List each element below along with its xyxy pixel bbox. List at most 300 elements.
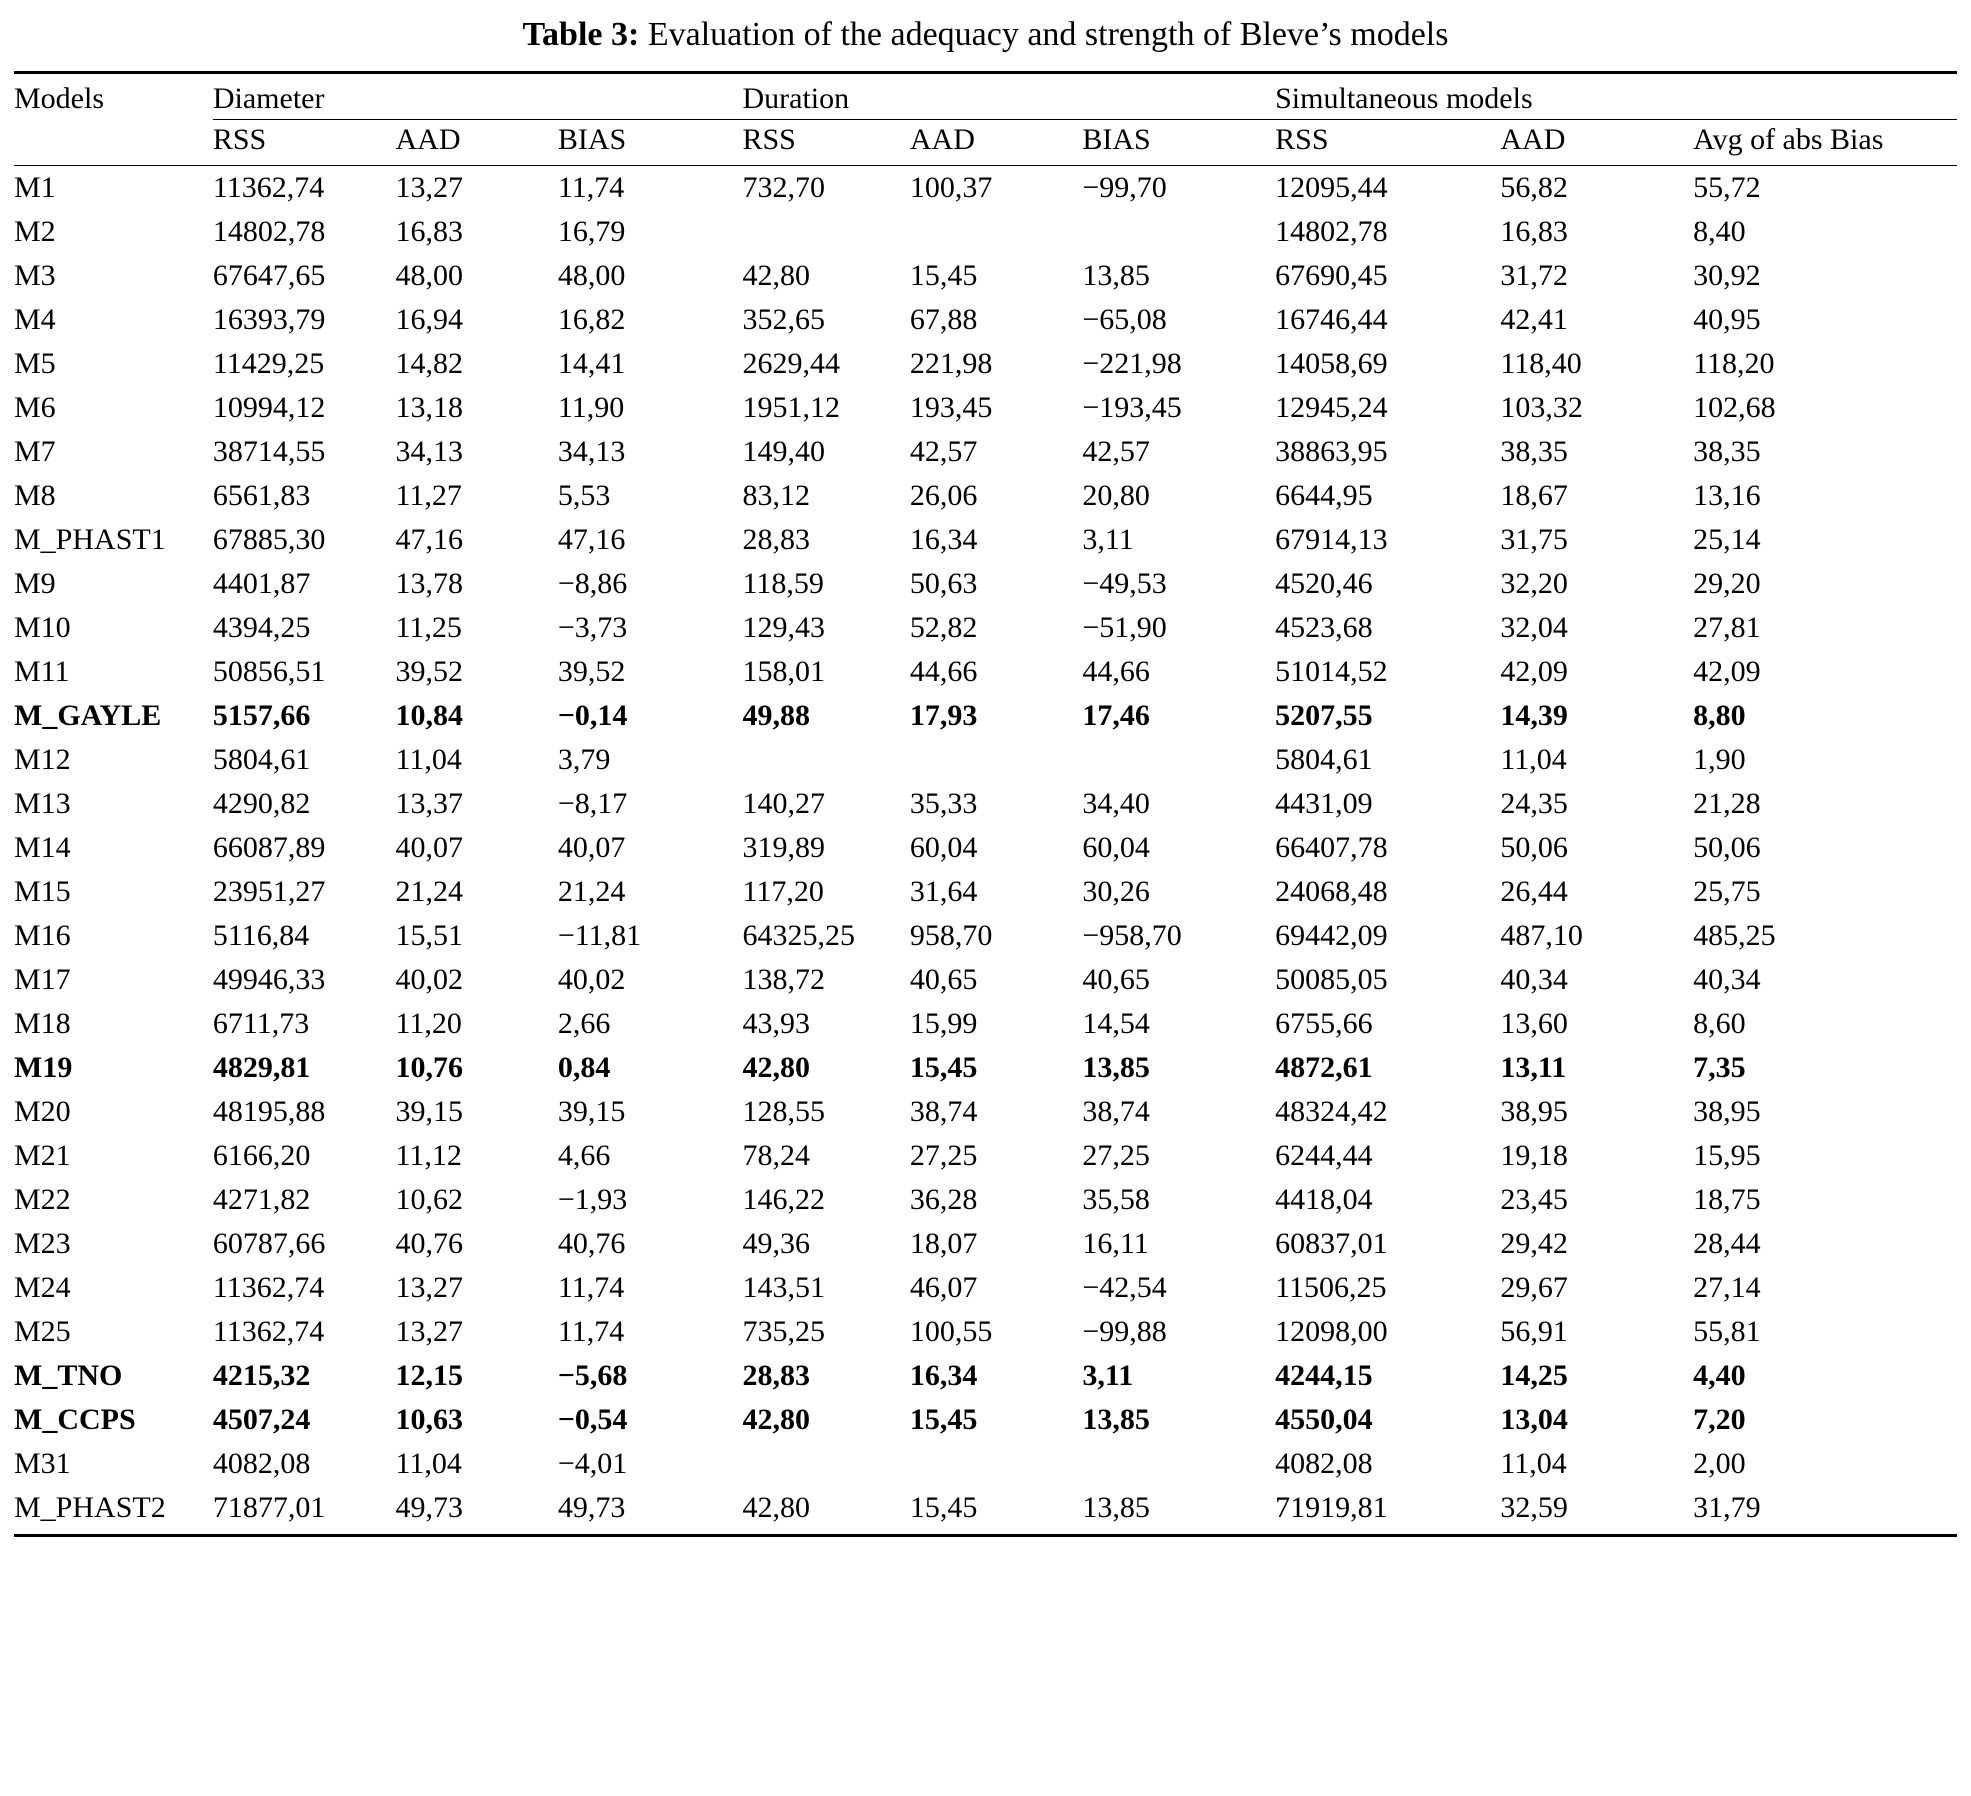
cell-sim-avgbias: 2,00 [1693, 1446, 1746, 1480]
cell-diameter-aad: 13,27 [395, 1270, 463, 1304]
cell-diameter-rss: 38714,55 [212, 434, 326, 468]
cell-sim-avgbias: 42,09 [1693, 654, 1761, 688]
cell-diameter-aad: 13,78 [395, 566, 463, 600]
row-model-label: M1 [14, 170, 56, 204]
cell-sim-avgbias: 7,35 [1693, 1050, 1746, 1084]
cell-diameter-aad: 48,00 [395, 258, 463, 292]
cell-sim-avgbias: 7,20 [1693, 1402, 1746, 1436]
cell-diameter-aad: 34,13 [395, 434, 463, 468]
cell-sim-avgbias: 118,20 [1693, 346, 1775, 380]
cell-diameter-rss: 66087,89 [212, 830, 326, 864]
cell-sim-rss: 14802,78 [1275, 214, 1388, 248]
cell-duration-bias: 13,85 [1082, 258, 1150, 292]
cell-duration-aad: 40,65 [909, 962, 978, 996]
cell-duration-aad: 52,82 [909, 610, 978, 644]
cell-duration-rss: 43,93 [742, 1006, 810, 1040]
cell-diameter-bias: 48,00 [557, 258, 626, 292]
table-row [14, 606, 1957, 650]
cell-duration-aad: 15,45 [909, 1050, 978, 1084]
table-row [14, 914, 1957, 958]
cell-duration-rss: 735,25 [742, 1314, 825, 1348]
table-row [14, 694, 1957, 738]
cell-sim-aad: 38,35 [1500, 434, 1568, 468]
evaluation-table [14, 71, 1957, 1537]
cell-sim-aad: 24,35 [1500, 786, 1568, 820]
cell-sim-rss: 67690,45 [1275, 258, 1388, 292]
cell-duration-bias: 14,54 [1082, 1006, 1150, 1040]
cell-duration-bias [1082, 1442, 1275, 1486]
cell-sim-avgbias: 8,60 [1693, 1006, 1746, 1040]
cell-sim-rss: 4872,61 [1275, 1050, 1373, 1084]
cell-diameter-rss: 4394,25 [212, 610, 311, 644]
cell-diameter-aad: 13,18 [395, 390, 463, 424]
table-row [14, 1354, 1957, 1398]
cell-sim-avgbias: 4,40 [1693, 1358, 1746, 1392]
cell-duration-aad: 44,66 [909, 654, 978, 688]
row-model-label: M22 [14, 1182, 71, 1216]
table-row [14, 1046, 1957, 1090]
row-model-label: M6 [14, 390, 56, 424]
cell-duration-rss: 146,22 [742, 1182, 825, 1216]
cell-duration-rss [742, 738, 909, 782]
cell-duration-rss: 138,72 [742, 962, 825, 996]
table-caption [14, 14, 1957, 57]
cell-diameter-aad: 40,02 [395, 962, 463, 996]
row-model-label: M14 [14, 830, 71, 864]
cell-diameter-rss: 71877,01 [212, 1490, 326, 1524]
cell-duration-rss: 42,80 [742, 1050, 810, 1084]
cell-duration-aad: 50,63 [909, 566, 978, 600]
column-header-sim-avgbias: Avg of abs Bias [1693, 122, 1884, 156]
cell-sim-rss: 50085,05 [1275, 962, 1388, 996]
cell-diameter-aad: 15,51 [395, 918, 463, 952]
cell-sim-rss: 4523,68 [1275, 610, 1373, 644]
table-row [14, 782, 1957, 826]
table-row [14, 1398, 1957, 1442]
column-header-sim-aad: AAD [1500, 122, 1566, 156]
cell-sim-avgbias: 55,81 [1693, 1314, 1761, 1348]
cell-duration-aad: 27,25 [909, 1138, 978, 1172]
cell-diameter-aad: 16,83 [395, 214, 463, 248]
table-row [14, 210, 1957, 254]
table-row [14, 958, 1957, 1002]
cell-duration-aad: 38,74 [909, 1094, 978, 1128]
cell-diameter-aad: 13,37 [395, 786, 463, 820]
cell-sim-avgbias: 28,44 [1693, 1226, 1761, 1260]
cell-duration-aad: 31,64 [909, 874, 978, 908]
cell-sim-aad: 13,04 [1500, 1402, 1568, 1436]
cell-sim-aad: 13,11 [1500, 1050, 1567, 1084]
cell-sim-aad: 118,40 [1500, 346, 1582, 380]
cell-duration-bias: −958,70 [1082, 918, 1182, 952]
cell-duration-rss: 158,01 [742, 654, 825, 688]
cell-duration-rss: 2629,44 [742, 346, 840, 380]
table-row [14, 826, 1957, 870]
row-model-label: M25 [14, 1314, 71, 1348]
cell-diameter-aad: 11,04 [395, 1446, 462, 1480]
cell-diameter-bias: −8,17 [557, 786, 628, 820]
row-model-label: M21 [14, 1138, 71, 1172]
column-header-duration-bias: BIAS [1082, 122, 1151, 156]
cell-diameter-aad: 13,27 [395, 1314, 463, 1348]
cell-diameter-aad: 11,04 [395, 742, 462, 776]
cell-sim-aad: 29,67 [1500, 1270, 1568, 1304]
cell-duration-aad: 100,37 [909, 170, 993, 204]
models-header: Models [14, 81, 104, 115]
cell-sim-aad: 29,42 [1500, 1226, 1568, 1260]
cell-sim-rss: 71919,81 [1275, 1490, 1388, 1524]
cell-diameter-rss: 11362,74 [212, 1314, 325, 1348]
cell-diameter-bias: 11,74 [557, 1270, 625, 1304]
cell-duration-aad: 67,88 [909, 302, 978, 336]
caption-label: Table 3: [522, 16, 640, 53]
cell-diameter-rss: 4829,81 [212, 1050, 311, 1084]
row-model-label: M13 [14, 786, 71, 820]
cell-duration-aad: 15,45 [909, 258, 978, 292]
table-row [14, 1222, 1957, 1266]
cell-diameter-aad: 12,15 [395, 1358, 463, 1392]
row-model-label: M24 [14, 1270, 71, 1304]
table-row [14, 1002, 1957, 1046]
cell-diameter-bias: −5,68 [557, 1358, 628, 1392]
cell-diameter-bias: 3,79 [557, 742, 611, 776]
cell-duration-rss: 149,40 [742, 434, 825, 468]
cell-duration-aad: 17,93 [909, 698, 978, 732]
cell-diameter-bias: −1,93 [557, 1182, 628, 1216]
cell-diameter-aad: 21,24 [395, 874, 463, 908]
cell-sim-avgbias: 18,75 [1693, 1182, 1761, 1216]
cell-sim-aad: 13,60 [1500, 1006, 1568, 1040]
cell-sim-aad: 26,44 [1500, 874, 1568, 908]
cell-duration-aad [910, 738, 1082, 782]
cell-duration-bias: −51,90 [1082, 610, 1167, 644]
cell-diameter-rss: 48195,88 [212, 1094, 326, 1128]
cell-sim-avgbias: 30,92 [1693, 258, 1761, 292]
group-header-simultaneous: Simultaneous models [1275, 81, 1533, 115]
cell-duration-aad: 15,45 [909, 1402, 978, 1436]
cell-diameter-rss: 6166,20 [212, 1138, 311, 1172]
cell-duration-bias: 3,11 [1082, 522, 1134, 556]
row-model-label: M17 [14, 962, 71, 996]
cell-duration-bias: 3,11 [1082, 1358, 1134, 1392]
cell-sim-aad: 11,04 [1500, 1446, 1567, 1480]
cell-duration-aad: 46,07 [909, 1270, 978, 1304]
cell-diameter-bias: 16,82 [557, 302, 626, 336]
cell-diameter-bias: 39,15 [557, 1094, 626, 1128]
cell-diameter-bias: 16,79 [557, 214, 626, 248]
cell-duration-rss: 732,70 [742, 170, 825, 204]
cell-duration-aad: 42,57 [909, 434, 978, 468]
cell-diameter-rss: 4082,08 [212, 1446, 311, 1480]
cell-diameter-rss: 16393,79 [212, 302, 326, 336]
row-model-label: M10 [14, 610, 71, 644]
row-model-label: M2 [14, 214, 56, 248]
cell-diameter-rss: 6711,73 [212, 1006, 310, 1040]
cell-sim-rss: 4550,04 [1275, 1402, 1373, 1436]
row-model-label: M5 [14, 346, 56, 380]
cell-diameter-bias: 40,76 [557, 1226, 626, 1260]
cell-sim-rss: 11506,25 [1275, 1270, 1387, 1304]
cell-duration-aad: 100,55 [909, 1314, 993, 1348]
cell-sim-rss: 4244,15 [1275, 1358, 1373, 1392]
cell-diameter-aad: 14,82 [395, 346, 463, 380]
cell-diameter-aad: 11,27 [395, 478, 462, 512]
column-header-duration-aad: AAD [909, 122, 975, 156]
cell-duration-aad: 18,07 [909, 1226, 978, 1260]
table-row [14, 342, 1957, 386]
cell-sim-aad: 40,34 [1500, 962, 1568, 996]
cell-sim-aad: 56,82 [1500, 170, 1568, 204]
cell-sim-avgbias: 38,95 [1693, 1094, 1761, 1128]
cell-sim-avgbias: 27,81 [1693, 610, 1761, 644]
cell-sim-aad: 487,10 [1500, 918, 1583, 952]
group-header-diameter: Diameter [212, 81, 325, 115]
row-model-label: M_TNO [14, 1358, 123, 1392]
cell-duration-rss: 42,80 [742, 1402, 810, 1436]
cell-diameter-bias: 0,84 [557, 1050, 611, 1084]
cell-sim-avgbias: 485,25 [1693, 918, 1776, 952]
row-model-label: M23 [14, 1226, 71, 1260]
cell-diameter-bias: 14,41 [557, 346, 626, 380]
table-row [14, 1310, 1957, 1354]
cell-duration-rss: 28,83 [742, 1358, 810, 1392]
cell-sim-avgbias: 25,75 [1693, 874, 1761, 908]
cell-duration-bias: 34,40 [1082, 786, 1150, 820]
cell-diameter-bias: 11,74 [557, 170, 625, 204]
cell-sim-rss: 60837,01 [1275, 1226, 1388, 1260]
cell-sim-aad: 32,59 [1500, 1490, 1568, 1524]
cell-diameter-rss: 4401,87 [212, 566, 311, 600]
cell-duration-aad: 958,70 [909, 918, 993, 952]
cell-diameter-aad: 39,15 [395, 1094, 463, 1128]
cell-diameter-aad: 11,12 [395, 1138, 462, 1172]
cell-duration-bias: −49,53 [1082, 566, 1167, 600]
cell-duration-rss: 42,80 [742, 1490, 810, 1524]
cell-diameter-bias: 49,73 [557, 1490, 626, 1524]
table-row [14, 1486, 1957, 1530]
row-model-label: M12 [14, 742, 71, 776]
cell-sim-rss: 4082,08 [1275, 1446, 1373, 1480]
cell-sim-avgbias: 21,28 [1693, 786, 1761, 820]
cell-diameter-rss: 23951,27 [212, 874, 326, 908]
cell-diameter-bias: −0,54 [557, 1402, 628, 1436]
cell-sim-aad: 103,32 [1500, 390, 1583, 424]
cell-sim-rss: 69442,09 [1275, 918, 1388, 952]
cell-sim-aad: 11,04 [1500, 742, 1567, 776]
cell-duration-rss [742, 1442, 909, 1486]
cell-diameter-bias: 34,13 [557, 434, 626, 468]
column-header-diameter-bias: BIAS [557, 122, 627, 156]
cell-duration-rss: 1951,12 [742, 390, 840, 424]
cell-sim-rss: 66407,78 [1275, 830, 1388, 864]
cell-sim-rss: 12095,44 [1275, 170, 1388, 204]
column-header-duration-rss: RSS [742, 122, 796, 156]
cell-duration-rss: 49,36 [742, 1226, 810, 1260]
cell-duration-bias: 20,80 [1082, 478, 1150, 512]
cell-diameter-bias: 11,74 [557, 1314, 625, 1348]
table-body [14, 72, 1957, 1535]
row-model-label: M_PHAST1 [14, 522, 166, 556]
cell-duration-bias: −99,70 [1082, 170, 1167, 204]
cell-duration-bias: 35,58 [1082, 1182, 1150, 1216]
cell-diameter-rss: 11362,74 [212, 1270, 325, 1304]
cell-duration-bias: −99,88 [1082, 1314, 1167, 1348]
cell-duration-aad: 193,45 [909, 390, 993, 424]
cell-duration-bias: −65,08 [1082, 302, 1167, 336]
cell-sim-avgbias: 40,95 [1693, 302, 1761, 336]
cell-duration-rss: 64325,25 [742, 918, 855, 952]
cell-diameter-aad: 39,52 [395, 654, 463, 688]
cell-diameter-aad: 11,20 [395, 1006, 462, 1040]
row-model-label: M_PHAST2 [14, 1490, 166, 1524]
row-model-label: M9 [14, 566, 56, 600]
table-row [14, 1090, 1957, 1134]
cell-diameter-rss: 11362,74 [212, 170, 325, 204]
row-model-label: M20 [14, 1094, 71, 1128]
cell-diameter-bias: 21,24 [557, 874, 626, 908]
cell-sim-avgbias: 13,16 [1693, 478, 1761, 512]
cell-sim-rss: 4431,09 [1275, 786, 1373, 820]
cell-diameter-aad: 11,25 [395, 610, 462, 644]
row-model-label: M8 [14, 478, 56, 512]
table-row [14, 430, 1957, 474]
cell-sim-avgbias: 8,80 [1693, 698, 1746, 732]
cell-diameter-rss: 5157,66 [212, 698, 311, 732]
cell-sim-rss: 12945,24 [1275, 390, 1388, 424]
row-model-label: M16 [14, 918, 71, 952]
table-row [14, 298, 1957, 342]
cell-diameter-aad: 49,73 [395, 1490, 463, 1524]
cell-diameter-bias: 40,07 [557, 830, 626, 864]
row-model-label: M15 [14, 874, 71, 908]
cell-diameter-rss: 11429,25 [212, 346, 325, 380]
column-header-sim-rss: RSS [1275, 122, 1329, 156]
cell-duration-bias: 13,85 [1082, 1490, 1150, 1524]
cell-diameter-aad: 47,16 [395, 522, 463, 556]
cell-duration-bias: −42,54 [1082, 1270, 1167, 1304]
row-model-label: M11 [14, 654, 70, 688]
cell-duration-bias: 60,04 [1082, 830, 1150, 864]
cell-duration-bias: 42,57 [1082, 434, 1150, 468]
cell-sim-avgbias: 29,20 [1693, 566, 1761, 600]
cell-diameter-rss: 50856,51 [212, 654, 326, 688]
cell-diameter-aad: 13,27 [395, 170, 463, 204]
group-header-duration: Duration [742, 81, 850, 115]
cell-duration-rss: 117,20 [742, 874, 824, 908]
cell-duration-bias: 38,74 [1082, 1094, 1150, 1128]
column-header-diameter-aad: AAD [395, 122, 461, 156]
table-row [14, 870, 1957, 914]
row-model-label: M_CCPS [14, 1402, 136, 1436]
bottom-rule [14, 1530, 1957, 1536]
column-header-row [14, 119, 1957, 161]
row-model-label: M19 [14, 1050, 73, 1084]
table-row [14, 165, 1957, 210]
cell-diameter-rss: 14802,78 [212, 214, 326, 248]
cell-sim-aad: 19,18 [1500, 1138, 1568, 1172]
row-model-label: M_GAYLE [14, 698, 162, 732]
cell-sim-aad: 42,09 [1500, 654, 1568, 688]
cell-duration-bias: 40,65 [1082, 962, 1150, 996]
cell-diameter-bias: −11,81 [557, 918, 642, 952]
cell-sim-avgbias: 25,14 [1693, 522, 1761, 556]
cell-sim-aad: 32,04 [1500, 610, 1568, 644]
cell-duration-bias: 17,46 [1082, 698, 1150, 732]
cell-sim-aad: 18,67 [1500, 478, 1568, 512]
cell-duration-bias: 27,25 [1082, 1138, 1150, 1172]
cell-diameter-rss: 4215,32 [212, 1358, 311, 1392]
cell-sim-avgbias: 1,90 [1693, 742, 1746, 776]
cell-duration-aad: 15,45 [909, 1490, 978, 1524]
cell-sim-aad: 16,83 [1500, 214, 1568, 248]
cell-sim-rss: 67914,13 [1275, 522, 1388, 556]
cell-duration-bias: 30,26 [1082, 874, 1150, 908]
cell-sim-aad: 31,72 [1500, 258, 1568, 292]
cell-diameter-bias: 11,90 [557, 390, 625, 424]
cell-duration-aad: 35,33 [909, 786, 978, 820]
cell-duration-aad: 60,04 [909, 830, 978, 864]
cell-duration-rss: 128,55 [742, 1094, 825, 1128]
cell-diameter-rss: 60787,66 [212, 1226, 326, 1260]
cell-sim-rss: 5207,55 [1275, 698, 1373, 732]
cell-duration-bias: −193,45 [1082, 390, 1182, 424]
row-model-label: M18 [14, 1006, 71, 1040]
cell-sim-rss: 16746,44 [1275, 302, 1388, 336]
cell-duration-aad: 16,34 [909, 1358, 978, 1392]
cell-sim-rss: 4520,46 [1275, 566, 1373, 600]
cell-diameter-aad: 40,07 [395, 830, 463, 864]
cell-sim-aad: 14,39 [1500, 698, 1568, 732]
table-row [14, 254, 1957, 298]
cell-sim-aad: 31,75 [1500, 522, 1568, 556]
cell-duration-rss: 140,27 [742, 786, 825, 820]
column-header-blank [14, 119, 213, 161]
group-header-row [14, 78, 1957, 116]
cell-diameter-bias: −3,73 [557, 610, 628, 644]
cell-diameter-rss: 5116,84 [212, 918, 310, 952]
cell-sim-aad: 56,91 [1500, 1314, 1568, 1348]
cell-duration-aad: 26,06 [909, 478, 978, 512]
cell-sim-rss: 51014,52 [1275, 654, 1388, 688]
cell-sim-avgbias: 50,06 [1693, 830, 1761, 864]
cell-diameter-rss: 4271,82 [212, 1182, 311, 1216]
row-model-label: M7 [14, 434, 56, 468]
cell-diameter-rss: 49946,33 [212, 962, 326, 996]
cell-diameter-aad: 40,76 [395, 1226, 463, 1260]
cell-diameter-bias: −0,14 [557, 698, 628, 732]
cell-sim-aad: 32,20 [1500, 566, 1568, 600]
cell-sim-avgbias: 15,95 [1693, 1138, 1761, 1172]
row-model-label: M3 [14, 258, 56, 292]
cell-sim-rss: 6755,66 [1275, 1006, 1373, 1040]
cell-duration-rss: 49,88 [742, 698, 810, 732]
cell-duration-bias [1082, 210, 1275, 254]
cell-duration-rss: 28,83 [742, 522, 810, 556]
cell-diameter-rss: 67885,30 [212, 522, 326, 556]
cell-sim-avgbias: 55,72 [1693, 170, 1761, 204]
cell-sim-rss: 24068,48 [1275, 874, 1388, 908]
cell-duration-bias [1082, 738, 1275, 782]
cell-sim-avgbias: 40,34 [1693, 962, 1761, 996]
cell-duration-rss: 78,24 [742, 1138, 810, 1172]
cell-diameter-rss: 4290,82 [212, 786, 311, 820]
cell-duration-rss: 83,12 [742, 478, 810, 512]
cell-diameter-bias: 40,02 [557, 962, 626, 996]
cell-duration-rss [742, 210, 909, 254]
row-model-label: M31 [14, 1446, 71, 1480]
cell-duration-bias: 13,85 [1082, 1402, 1150, 1436]
table-row [14, 562, 1957, 606]
